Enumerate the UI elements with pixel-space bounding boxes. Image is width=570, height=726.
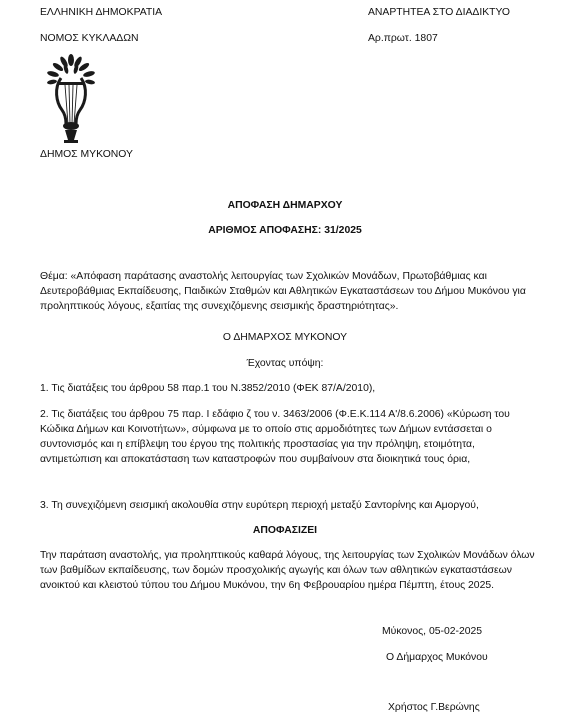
signatory-name: Χρήστος Γ.Βερώνης (388, 702, 480, 713)
place-date: Μύκονος, 05-02-2025 (382, 626, 483, 637)
point-2: 2. Τις διατάξεις του άρθρου 75 παρ. Ι εδάφιο ζ του ν. 3463/2006 (Φ.Ε.Κ.114 Α'/8.6.2006) «Κύρωση του Κώδικα Δήμων και Κοινοτήτων», σύμφωνα με το οποίο στις αρμοδιότητες των Δήμων εντάσσεται ο συντονισμός και η επίβλεψη του έργου της πολιτικής προστασίας για την πρόληψη, ετοιμότητα, αντιμετώπιση και αποκατάσταση των καταστροφών που συμβαίνουν στα διοικητικά τους όρια, (40, 409, 510, 466)
municipality-name: ΔΗΜΟΣ ΜΥΚΟΝΟΥ (40, 149, 133, 160)
decision-paragraph: Την παράταση αναστολής, για προληπτικούς καθαρά λόγους, της λειτουργίας των Σχολικών Μονάδων όλων των βαθμίδων εκπαίδευσης, των δομών προσχολικής αγωγής και όλων των αθλητικών εγκαταστάσεων ανοικτού και κλειστού τύπου του Δήμου Μυκόνου, την 6η Φεβρουαρίου ημέρα Πέμπτη, έτους 2025. (40, 550, 535, 592)
point-3: 3. Τη συνεχιζόμενη σεισμική ακολουθία στην ευρύτερη περιοχή μεταξύ Σαντορίνης και Αμοργού, (40, 500, 479, 511)
subject-paragraph: Θέμα: «Απόφαση παράτασης αναστολής λειτουργίας των Σχολικών Μονάδων, Πρωτοβάθμιας και Δευτεροβάθμιας Εκπαίδευσης, Παιδικών Σταθμών και Αθλητικών Εγκαταστάσεων του Δήμου Μυκόνου για προληπτικούς λόγους, εξαιτίας της συνεχιζόμενης σεισμικής δραστηριότητας». (40, 271, 526, 313)
header-online-posting: ΑΝΑΡΤΗΤΕΑ ΣΤΟ ΔΙΑΔΙΚΤΥΟ (368, 7, 510, 18)
mayor-heading: Ο ΔΗΜΑΡΧΟΣ ΜΥΚΟΝΟΥ (222, 332, 348, 343)
decides-heading: ΑΠΟΦΑΣΙΖΕΙ (252, 525, 318, 536)
decision-number: ΑΡΙΘΜΟΣ ΑΠΟΦΑΣΗΣ: 31/2025 (208, 225, 362, 236)
header-protocol-number: Αρ.πρωτ. 1807 (368, 33, 438, 44)
header-country: ΕΛΛΗΝΙΚΗ ΔΗΜΟΚΡΑΤΙΑ (40, 7, 163, 18)
considering-heading: Έχοντας υπόψη: (246, 358, 324, 369)
document-title: ΑΠΟΦΑΣΗ ΔΗΜΑΡΧΟΥ (227, 200, 343, 211)
lyre-emblem-icon (44, 54, 98, 146)
point-1: 1. Τις διατάξεις του άρθρου 58 παρ.1 του Ν.3852/2010 (ΦΕΚ 87/Α/2010), (40, 383, 376, 394)
signatory-role: Ο Δήμαρχος Μυκόνου (386, 652, 488, 663)
header-prefecture: ΝΟΜΟΣ ΚΥΚΛΑΔΩΝ (40, 33, 139, 44)
